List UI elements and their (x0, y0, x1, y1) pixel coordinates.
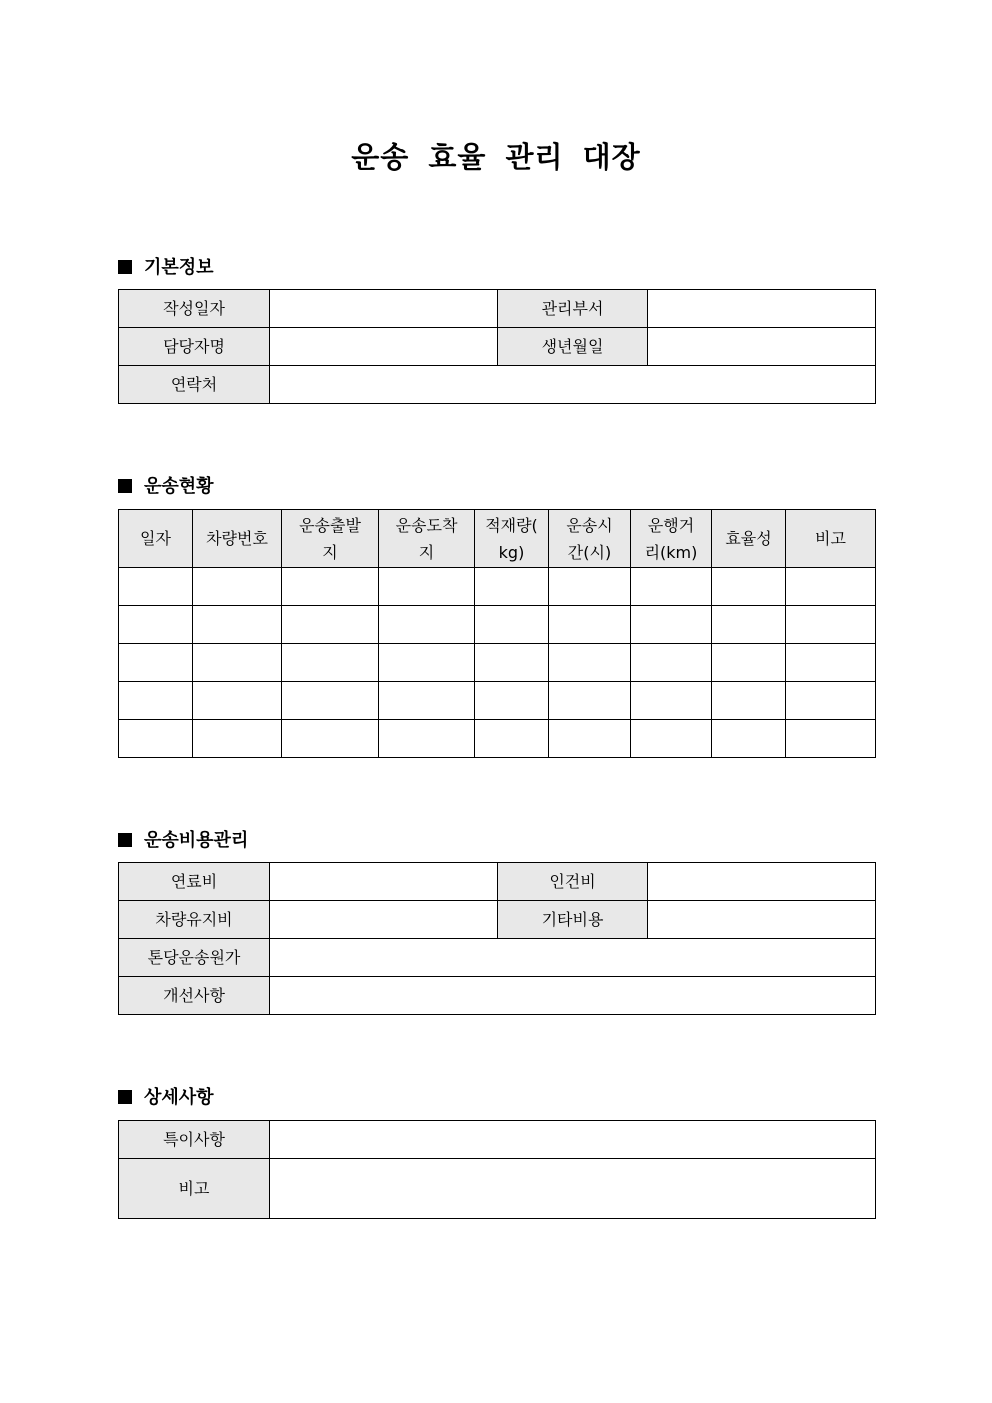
field-remarks[interactable] (270, 1159, 876, 1219)
field-date-written[interactable] (270, 290, 498, 328)
section-heading-label: 운송현황 (144, 476, 214, 497)
square-bullet-icon (118, 479, 132, 493)
cell-destination[interactable] (379, 720, 475, 758)
cell-distance[interactable] (631, 606, 712, 644)
section-heading-details (118, 1083, 214, 1109)
label-manager-name: 담당자명 (119, 328, 270, 366)
cell-origin[interactable] (282, 606, 379, 644)
cell-efficiency[interactable] (712, 720, 786, 758)
cell-distance[interactable] (631, 568, 712, 606)
cell-remarks[interactable] (786, 644, 876, 682)
section-heading-transport-status (118, 472, 214, 498)
cell-origin[interactable] (282, 682, 379, 720)
cell-efficiency[interactable] (712, 682, 786, 720)
cell-load[interactable] (475, 606, 549, 644)
basic-info-table (118, 289, 876, 404)
label-improvements: 개선사항 (119, 977, 270, 1015)
section-heading-cost-management (118, 826, 248, 852)
cell-load[interactable] (475, 682, 549, 720)
table-row (119, 977, 876, 1015)
field-cost-per-ton[interactable] (270, 939, 876, 977)
cell-hours[interactable] (549, 606, 631, 644)
column-header-transport-hours: 운송시 간(시) (549, 510, 631, 568)
table-row (119, 328, 876, 366)
section-heading-label: 상세사항 (144, 1087, 214, 1108)
label-contact: 연락처 (119, 366, 270, 404)
cell-load[interactable] (475, 644, 549, 682)
cell-vehicle-number[interactable] (193, 720, 282, 758)
document-title: 운송 효율 관리 대장 (351, 140, 641, 174)
column-header-origin: 운송출발 지 (282, 510, 379, 568)
section-heading-label: 기본정보 (144, 257, 214, 278)
square-bullet-icon (118, 260, 132, 274)
cell-hours[interactable] (549, 720, 631, 758)
cell-remarks[interactable] (786, 606, 876, 644)
table-row (119, 1121, 876, 1159)
table-row (119, 939, 876, 977)
cell-vehicle-number[interactable] (193, 606, 282, 644)
cell-destination[interactable] (379, 568, 475, 606)
table-row (119, 644, 876, 682)
cell-hours[interactable] (549, 568, 631, 606)
cell-load[interactable] (475, 720, 549, 758)
label-fuel-cost: 연료비 (119, 863, 270, 901)
label-remarks: 비고 (119, 1159, 270, 1219)
table-row (119, 290, 876, 328)
cell-destination[interactable] (379, 644, 475, 682)
field-special-notes[interactable] (270, 1121, 876, 1159)
cell-remarks[interactable] (786, 568, 876, 606)
cell-destination[interactable] (379, 682, 475, 720)
field-department[interactable] (648, 290, 876, 328)
field-birth-date[interactable] (648, 328, 876, 366)
cell-date[interactable] (119, 568, 193, 606)
field-manager-name[interactable] (270, 328, 498, 366)
cell-remarks[interactable] (786, 682, 876, 720)
cell-origin[interactable] (282, 644, 379, 682)
field-labor-cost[interactable] (648, 863, 876, 901)
column-header-date: 일자 (119, 510, 193, 568)
table-row (119, 901, 876, 939)
cell-date[interactable] (119, 644, 193, 682)
transport-status-table (118, 509, 876, 758)
section-heading-label: 운송비용관리 (144, 830, 249, 851)
label-cost-per-ton: 톤당운송원가 (119, 939, 270, 977)
square-bullet-icon (118, 1090, 132, 1104)
field-fuel-cost[interactable] (270, 863, 498, 901)
details-table (118, 1120, 876, 1219)
cost-management-table (118, 862, 876, 1015)
label-vehicle-maintenance: 차량유지비 (119, 901, 270, 939)
column-header-distance-km: 운행거 리(km) (631, 510, 712, 568)
table-row (119, 366, 876, 404)
cell-hours[interactable] (549, 644, 631, 682)
table-row (119, 863, 876, 901)
cell-date[interactable] (119, 682, 193, 720)
cell-load[interactable] (475, 568, 549, 606)
table-row (119, 568, 876, 606)
cell-vehicle-number[interactable] (193, 568, 282, 606)
cell-hours[interactable] (549, 682, 631, 720)
section-heading-basic-info (118, 253, 214, 279)
field-other-costs[interactable] (648, 901, 876, 939)
table-header-row (119, 510, 876, 568)
cell-date[interactable] (119, 720, 193, 758)
cell-efficiency[interactable] (712, 606, 786, 644)
column-header-remarks: 비고 (786, 510, 876, 568)
cell-origin[interactable] (282, 720, 379, 758)
column-header-vehicle-number: 차량번호 (193, 510, 282, 568)
label-other-costs: 기타비용 (498, 901, 648, 939)
cell-efficiency[interactable] (712, 644, 786, 682)
label-birth-date: 생년월일 (498, 328, 648, 366)
column-header-destination: 운송도착 지 (379, 510, 475, 568)
table-row (119, 682, 876, 720)
cell-date[interactable] (119, 606, 193, 644)
cell-origin[interactable] (282, 568, 379, 606)
square-bullet-icon (118, 833, 132, 847)
table-row (119, 1159, 876, 1219)
field-vehicle-maintenance[interactable] (270, 901, 498, 939)
table-row (119, 720, 876, 758)
table-row (119, 606, 876, 644)
label-date-written: 작성일자 (119, 290, 270, 328)
cell-distance[interactable] (631, 682, 712, 720)
cell-vehicle-number[interactable] (193, 682, 282, 720)
label-department: 관리부서 (498, 290, 648, 328)
cell-distance[interactable] (631, 720, 712, 758)
label-labor-cost: 인건비 (498, 863, 648, 901)
cell-remarks[interactable] (786, 720, 876, 758)
cell-vehicle-number[interactable] (193, 644, 282, 682)
cell-destination[interactable] (379, 606, 475, 644)
field-contact[interactable] (270, 366, 876, 404)
column-header-efficiency: 효율성 (712, 510, 786, 568)
field-improvements[interactable] (270, 977, 876, 1015)
cell-efficiency[interactable] (712, 568, 786, 606)
column-header-load-kg: 적재량( kg) (475, 510, 549, 568)
label-special-notes: 특이사항 (119, 1121, 270, 1159)
cell-distance[interactable] (631, 644, 712, 682)
